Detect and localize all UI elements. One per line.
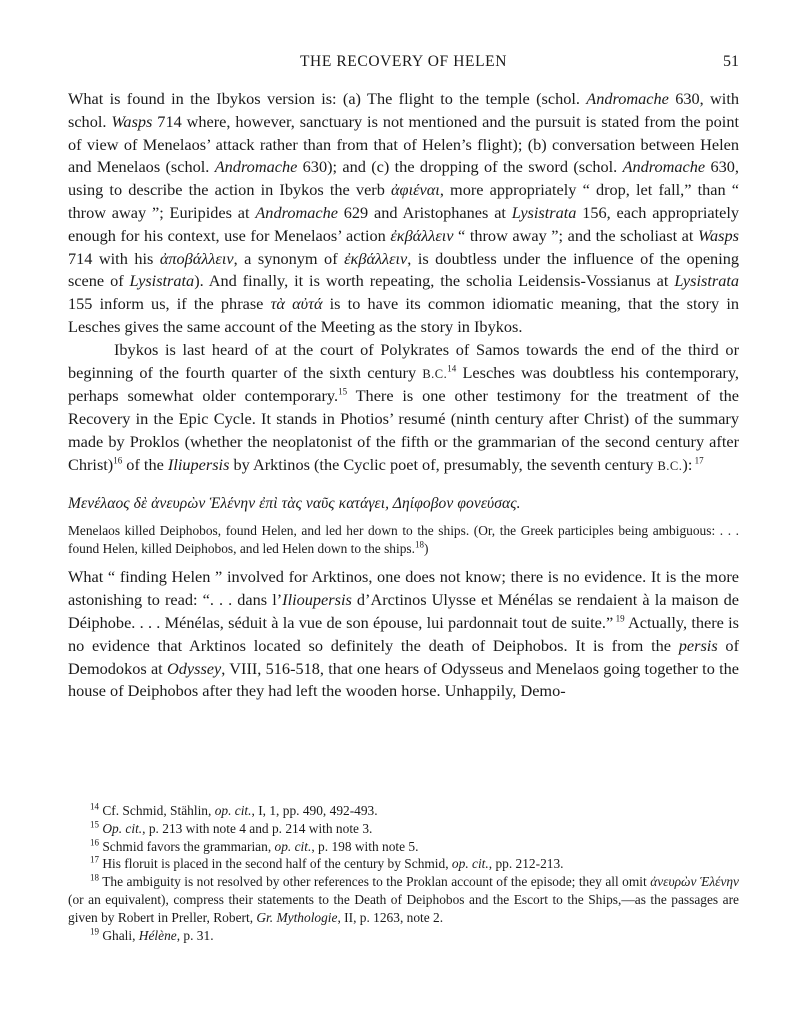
footnote-ref: 15 [338, 386, 348, 397]
italic-text: op. cit. [451, 856, 489, 872]
italic-text: Andromache [255, 202, 338, 222]
italic-text: ἐκβάλλειν [344, 248, 408, 268]
text-run: , p. 213 with note 4 and p. 214 with note 3. [142, 820, 373, 836]
italic-text: Lysistrata [511, 202, 577, 222]
footnote-18 [68, 873, 739, 926]
text-run: Actually, there is no evidence that Arktinos located so definitely the death of Deiphobos. It is from the [68, 612, 739, 655]
footnotes [68, 802, 739, 944]
italic-text: op. cit. [274, 838, 312, 854]
italic-text: Ilioupersis [282, 590, 352, 610]
text-run: ) [423, 541, 429, 557]
text-run: , VIII, 516-518, that one hears of Odysseus and Menelaos going together to the house of Deiphobos after they had left the wooden horse. Unhappily, Demo- [68, 658, 739, 701]
text-run: , p. 31. [176, 927, 214, 943]
italic-text: Lysistrata [674, 271, 739, 291]
footnote-14 [68, 802, 739, 820]
italic-text: Op. cit. [102, 820, 143, 836]
footnote-ref: 18 [414, 539, 424, 550]
paragraph-ibykos-version [68, 88, 739, 339]
text-run: , a synonym of [233, 248, 345, 268]
italic-text: ἐκβάλλειν [390, 225, 454, 245]
page-number: 51 [723, 53, 739, 70]
text-run: B.C. [657, 458, 683, 473]
italic-text: persis [678, 635, 718, 655]
text-run: 629 and Aristophanes at [337, 202, 512, 222]
footnote-ref: 16 [113, 455, 123, 466]
italic-text: Iliupersis [167, 454, 230, 474]
text-run: by Arktinos (the Cyclic poet of, presumably, the seventh century [229, 454, 658, 474]
footnote-ref: 18 [90, 872, 99, 883]
text-run: Lesches was doubtless his contemporary, perhaps somewhat older contemporary. [68, 362, 740, 406]
italic-text: Andromache [586, 89, 669, 108]
text-run: Schmid favors the grammarian, [99, 838, 275, 854]
text-run: 630); and (c) the dropping of the sword (schol. [297, 157, 623, 177]
text-run: is to have its common idiomatic meaning, that the story in Lesches gives the same account of the Meeting as the story in Ibykos. [68, 294, 740, 336]
footnote-ref: 14 [90, 801, 99, 812]
footnote-19 [68, 927, 739, 945]
text-run: What is found in the Ibykos version is: (a) The flight to the temple (schol. [68, 89, 587, 108]
italic-text: ἀφιέναι [391, 180, 440, 200]
paragraph-ibykos-date [68, 339, 739, 478]
footnote-ref: 15 [90, 819, 99, 830]
italic-text: τὰ αὐτά [270, 294, 323, 314]
text-run: 155 inform us, if the phrase [68, 294, 271, 314]
running-head: THE RECOVERY OF HELEN [299, 53, 508, 70]
text-run: 630, using to describe the action in Ibykos the verb [68, 157, 739, 200]
text-run: ). And finally, it is worth repeating, the scholia Leidensis-Vossianus at [194, 271, 675, 291]
text-run: , I, 1, pp. 490, 492-493. [251, 803, 378, 818]
footnote-ref: 17 [692, 455, 704, 466]
footnote-15 [68, 820, 739, 838]
page-header [68, 53, 739, 75]
italic-text: Hélène [138, 927, 177, 943]
footnote-ref: 19 [90, 926, 99, 937]
text-run: of the [122, 454, 168, 474]
footnote-ref: 14 [447, 363, 457, 374]
text-run: , II, p. 1263, note 2. [337, 909, 444, 925]
text-run: There is one other testimony for the treatment of the Recovery in the Epic Cycle. It stands in Photios’ resumé (ninth century after Christ) of the summary made by Proklos (whether the neoplatonist of the fifth or the grammarian of the second century after Christ) [68, 386, 739, 474]
text-run: His floruit is placed in the second half of the century by Schmid, [99, 856, 452, 872]
italic-text: Andromache [214, 157, 298, 177]
footnote-17 [68, 855, 739, 873]
italic-text: ἀποβάλλειν [159, 248, 234, 268]
text-run: of Demodokos at [68, 635, 739, 678]
footnote-ref: 19 [613, 613, 625, 624]
text-run: 714 where, however, sanctuary is not mentioned and the pursuit is stated from the point of view of Menelaos’ attack rather than from that of Helen’s flight); (b) conversation between Helen and Menelaos (schol. [68, 111, 739, 177]
italic-text: op. cit. [214, 803, 252, 818]
italic-text: Wasps [697, 225, 739, 245]
footnote-ref: 17 [90, 854, 99, 865]
text-run: Ghali, [99, 927, 139, 943]
body-text [68, 88, 739, 703]
italic-text: Gr. Mythologie [256, 909, 338, 925]
italic-text: Andromache [622, 157, 706, 177]
text-run: d’Arctinos Ulysse et Ménélas se rendaient à la maison de Déiphobe. . . . Ménélas, séduit à la vue de son épouse, lui pardonnait tout de suite.” [68, 590, 739, 632]
text-run: (or an equivalent), compress their statements to the Death of Deiphobos and the Escort to the Ships,—as the passages are given by Robert in Preller, Robert, [68, 891, 739, 925]
text-run: Menelaos killed Deiphobos, found Helen, and led her down to the ships. (Or, the Greek participles being ambiguous: . . . found Helen, killed Deiphobos, and led Helen down to the ships. [68, 523, 739, 557]
text-run: 630, with schol. [68, 89, 739, 131]
text-run: , is doubtless under the influence of the opening scene of [68, 248, 740, 291]
greek-quotation [68, 493, 739, 516]
text-run: Cf. Schmid, Stählin, [99, 803, 215, 818]
italic-text: Lysistrata [129, 271, 195, 291]
italic-text: ἀνευρὼν Ἑλένην [650, 874, 739, 890]
italic-text: Μενέλαος δὲ ἀνευρὼν Ἑλένην ἐπὶ τὰς ναῦς κατάγει, Δηίφοβον φονεύσας. [68, 494, 521, 512]
text-run: 156, each appropriately enough for his context, use for Menelaos’ action [68, 202, 739, 245]
text-run: , pp. 212-213. [488, 856, 564, 872]
text-run: “ throw away ”; and the scholiast at [453, 225, 698, 245]
italic-text: Wasps [111, 111, 153, 131]
italic-text: Odyssey [166, 658, 222, 678]
text-run: , p. 198 with note 5. [311, 838, 419, 854]
text-run: ): [682, 454, 693, 474]
text-run: , more appropriately “ drop, let fall,” than “ throw away ”; Euripides at [68, 180, 739, 222]
quotation-translation [68, 522, 739, 558]
text-run: B.C. [422, 366, 448, 381]
text-run: The ambiguity is not resolved by other references to the Proklan account of the episode; they all omit [99, 874, 651, 890]
paragraph-arktinos [68, 566, 739, 703]
footnote-ref: 16 [90, 837, 99, 848]
footnote-16 [68, 838, 739, 856]
text-run: Ibykos is last heard of at the court of Polykrates of Samos towards the end of the third or beginning of the fourth quarter of the sixth century [68, 339, 739, 382]
text-run: What “ finding Helen ” involved for Arktinos, one does not know; there is no evidence. It is the more astonishing to read: “. . . dans l’ [68, 567, 739, 610]
text-run: 714 with his [68, 248, 160, 268]
